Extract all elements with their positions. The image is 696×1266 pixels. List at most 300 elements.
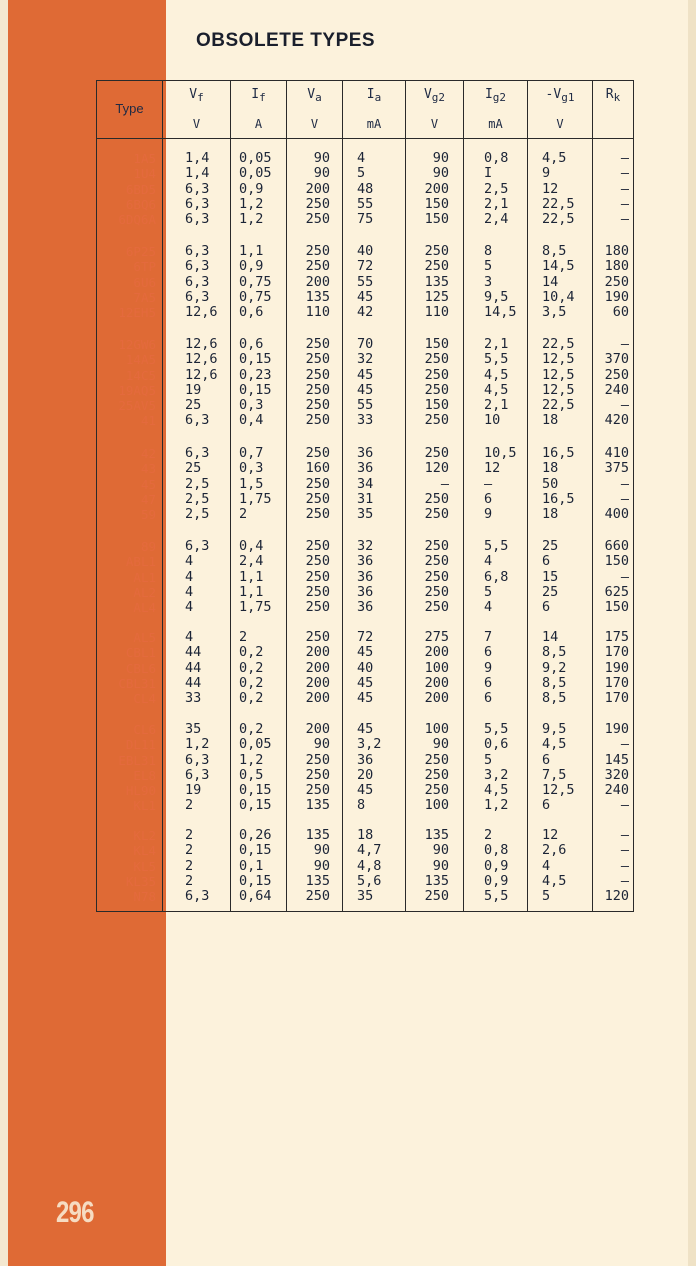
value-cell: 4,5 — [542, 736, 567, 753]
value-cell: 250 — [305, 366, 330, 383]
value-cell: 250 — [305, 583, 330, 600]
value-cell: 1,1 — [239, 568, 264, 585]
value-cell: 2,1 — [484, 336, 509, 352]
value-cell: 0,3 — [239, 397, 264, 414]
value-cell: 250 — [604, 366, 629, 383]
row-group — [97, 151, 162, 227]
value-cell: 250 — [305, 445, 330, 461]
row-group — [464, 828, 527, 904]
value-cell: 90 — [313, 165, 330, 182]
value-cell: 18 — [542, 412, 559, 429]
value-cell: 200 — [305, 721, 330, 737]
value-cell: 6 — [542, 599, 551, 616]
value-cell: 1,75 — [239, 490, 272, 507]
value-cell: 2 — [239, 506, 248, 523]
row-group — [593, 630, 633, 706]
value-cell: 6 — [484, 690, 493, 707]
value-cell: 0,4 — [239, 538, 264, 554]
value-cell: – — [620, 797, 629, 814]
value-cell: 5 — [484, 751, 493, 768]
header-unit: mA — [366, 117, 382, 131]
value-cell: 190 — [604, 659, 629, 676]
value-cell: 12,5 — [542, 351, 575, 368]
value-cell: – — [620, 336, 629, 352]
value-cell: 3,5 — [542, 304, 567, 321]
row-group — [406, 337, 463, 429]
value-cell: 36 — [357, 751, 374, 768]
value-cell: 14 — [542, 273, 559, 290]
value-cell: 16,5 — [542, 445, 575, 461]
value-cell: – — [620, 568, 629, 585]
value-cell: 200 — [305, 674, 330, 691]
row-group — [231, 244, 286, 320]
value-cell: 10,5 — [484, 445, 517, 461]
value-cell: 55 — [357, 273, 374, 290]
value-cell: 250 — [305, 751, 330, 768]
value-cell: 45 — [357, 782, 374, 799]
value-cell: 370 — [604, 351, 629, 368]
value-cell: – — [620, 827, 629, 843]
row-group — [593, 337, 633, 429]
row-group — [406, 539, 463, 615]
value-cell: 14 — [542, 629, 559, 645]
value-cell: 120 — [604, 888, 629, 905]
value-cell: 55 — [357, 397, 374, 414]
value-cell: 4 — [484, 553, 493, 570]
row-group — [528, 151, 592, 227]
value-cell: 250 — [305, 766, 330, 783]
row-group — [593, 244, 633, 320]
row-group — [528, 630, 592, 706]
value-cell: 2,1 — [484, 397, 509, 414]
row-group — [528, 446, 592, 522]
tube-type-cell: CBL31 — [118, 675, 156, 691]
column-header-vg2 — [406, 81, 463, 139]
column-vf — [163, 81, 231, 911]
value-cell: 0,6 — [239, 336, 264, 352]
page-title: OBSOLETE TYPES — [196, 30, 376, 51]
row-group — [287, 244, 342, 320]
value-cell: – — [620, 842, 629, 859]
row-group — [163, 722, 230, 814]
value-cell: 150 — [424, 336, 449, 352]
value-cell: 45 — [357, 690, 374, 707]
value-cell: 120 — [424, 460, 449, 477]
value-cell: 410 — [604, 445, 629, 461]
row-group — [231, 828, 286, 904]
value-cell: 250 — [305, 782, 330, 799]
value-cell: 16,5 — [542, 490, 575, 507]
value-cell: 250 — [424, 412, 449, 429]
row-group — [406, 151, 463, 227]
value-cell: 0,15 — [239, 381, 272, 398]
tube-type-cell: 6TP — [133, 259, 156, 275]
value-cell: 200 — [305, 690, 330, 707]
value-cell: 275 — [424, 629, 449, 645]
value-cell: 5,5 — [484, 351, 509, 368]
page-number: 296 — [56, 1196, 94, 1229]
tube-type-cell: N78 — [133, 889, 156, 905]
value-cell: 135 — [305, 827, 330, 843]
column-ia — [343, 81, 406, 911]
column-header-if — [231, 81, 286, 139]
value-cell: 45 — [357, 381, 374, 398]
value-cell: 6,3 — [185, 445, 210, 461]
tube-type-cell: AL4 — [133, 600, 156, 616]
value-cell: – — [620, 490, 629, 507]
value-cell: 18 — [357, 827, 374, 843]
row-group — [287, 722, 342, 814]
column-header-rk — [593, 81, 633, 139]
tube-type-cell: 6BQ6 — [125, 196, 156, 212]
tube-type-cell: 1U4 — [133, 166, 156, 182]
value-cell: 110 — [305, 304, 330, 321]
value-cell: 90 — [313, 736, 330, 753]
value-cell: 420 — [604, 412, 629, 429]
value-cell: 7,5 — [542, 766, 567, 783]
value-cell: 5 — [357, 165, 366, 182]
value-cell: 34 — [357, 475, 374, 492]
value-cell: 200 — [424, 644, 449, 661]
value-cell: 10 — [484, 412, 501, 429]
value-cell: 2 — [185, 872, 194, 889]
tube-type-cell: AL1 — [133, 569, 156, 585]
value-cell: 0,9 — [239, 258, 264, 275]
header-unit: mA — [488, 117, 503, 131]
value-cell: 1,1 — [239, 583, 264, 600]
value-cell: 7 — [484, 629, 493, 645]
row-group — [343, 630, 405, 706]
value-cell: 0,5 — [239, 766, 264, 783]
row-group — [528, 539, 592, 615]
tube-type-cell: AL5 — [133, 630, 156, 645]
value-cell: 35 — [357, 888, 374, 905]
row-group — [528, 722, 592, 814]
value-cell: 6,3 — [185, 412, 210, 429]
row-group — [464, 722, 527, 814]
value-cell: – — [620, 211, 629, 228]
value-cell: 32 — [357, 538, 374, 554]
value-cell: 4 — [484, 599, 493, 616]
value-cell: 2,5 — [185, 475, 210, 492]
header-label: Type — [115, 101, 144, 116]
value-cell: 375 — [604, 460, 629, 477]
row-group — [406, 722, 463, 814]
value-cell: 625 — [604, 583, 629, 600]
row-group — [528, 244, 592, 320]
value-cell: 35 — [357, 506, 374, 523]
value-cell: 48 — [357, 180, 374, 197]
value-cell: 0,23 — [239, 366, 272, 383]
row-group — [464, 151, 527, 227]
column-header-ia — [343, 81, 405, 139]
row-group — [343, 337, 405, 429]
value-cell: 250 — [424, 766, 449, 783]
value-cell: 250 — [305, 195, 330, 212]
value-cell: 2,4 — [239, 553, 264, 570]
row-group — [406, 244, 463, 320]
value-cell: 4 — [185, 583, 194, 600]
column-ig2 — [464, 81, 528, 911]
value-cell: 0,26 — [239, 827, 272, 843]
value-cell: 0,05 — [239, 736, 272, 753]
value-cell: 4,5 — [542, 150, 567, 166]
column-va — [287, 81, 343, 911]
value-cell: 90 — [432, 165, 449, 182]
value-cell: – — [620, 736, 629, 753]
value-cell: 250 — [424, 381, 449, 398]
value-cell: 250 — [305, 568, 330, 585]
row-group — [163, 828, 230, 904]
value-cell: 9 — [484, 659, 493, 676]
value-cell: 9 — [542, 165, 551, 182]
value-cell: 170 — [604, 644, 629, 661]
column-vg1 — [528, 81, 593, 911]
value-cell: 0,6 — [484, 736, 509, 753]
value-cell: 4 — [185, 599, 194, 616]
value-cell: 8,5 — [542, 690, 567, 707]
value-cell: 250 — [305, 475, 330, 492]
value-cell: 5 — [484, 258, 493, 275]
header-symbol: $R_k$ — [605, 87, 621, 104]
value-cell: 5,5 — [484, 538, 509, 554]
value-cell: 135 — [424, 872, 449, 889]
row-group — [406, 828, 463, 904]
value-cell: 4 — [357, 150, 366, 166]
header-symbol: $V_{g2}$ — [423, 87, 446, 104]
value-cell: 36 — [357, 583, 374, 600]
value-cell: 1,2 — [239, 211, 264, 228]
value-cell: 170 — [604, 674, 629, 691]
value-cell: 45 — [357, 366, 374, 383]
tube-type-cell: KL4 — [133, 843, 156, 859]
value-cell: 12 — [542, 180, 559, 197]
header-symbol: $I_{g2}$ — [484, 87, 507, 104]
tube-type-cell: 45 — [140, 476, 156, 492]
value-cell: 9,5 — [484, 288, 509, 305]
value-cell: 4 — [185, 629, 194, 645]
tube-type-cell: 12GW6 — [118, 337, 156, 352]
value-cell: 45 — [357, 644, 374, 661]
value-cell: 45 — [357, 288, 374, 305]
value-cell: 250 — [305, 258, 330, 275]
value-cell: 145 — [604, 751, 629, 768]
tube-type-cell: HL90 — [125, 783, 156, 799]
row-group — [593, 828, 633, 904]
tube-type-cell: CBL1 — [125, 645, 156, 661]
value-cell: 0,6 — [239, 304, 264, 321]
row-group — [231, 539, 286, 615]
value-cell: 100 — [424, 659, 449, 676]
value-cell: 250 — [305, 412, 330, 429]
value-cell: 250 — [424, 351, 449, 368]
value-cell: 19 — [185, 782, 202, 799]
value-cell: 15 — [542, 568, 559, 585]
value-cell: 6 — [542, 797, 551, 814]
row-group — [231, 446, 286, 522]
value-cell: 90 — [432, 736, 449, 753]
value-cell: 135 — [305, 872, 330, 889]
value-cell: 250 — [424, 506, 449, 523]
value-cell: 0,2 — [239, 690, 264, 707]
tube-type-cell: 47 — [140, 491, 156, 507]
value-cell: 160 — [305, 460, 330, 477]
value-cell: 12,6 — [185, 304, 218, 321]
row-group — [163, 630, 230, 706]
tube-type-cell: 25AV5 — [118, 398, 156, 414]
value-cell: 660 — [604, 538, 629, 554]
value-cell: 2 — [484, 827, 493, 843]
value-cell: 55 — [357, 195, 374, 212]
value-cell: 250 — [305, 538, 330, 554]
value-cell: 6,3 — [185, 888, 210, 905]
value-cell: 6,3 — [185, 211, 210, 228]
value-cell: 3,2 — [357, 736, 382, 753]
row-group — [287, 151, 342, 227]
value-cell: 125 — [424, 288, 449, 305]
value-cell: 2 — [185, 797, 194, 814]
value-cell: 90 — [432, 842, 449, 859]
row-group — [163, 337, 230, 429]
row-group — [231, 630, 286, 706]
value-cell: 22,5 — [542, 336, 575, 352]
tube-type-cell: EL8 — [133, 767, 156, 783]
value-cell: 1,1 — [239, 243, 264, 259]
value-cell: – — [620, 857, 629, 874]
row-group — [464, 446, 527, 522]
value-cell: 250 — [305, 553, 330, 570]
value-cell: 9,5 — [542, 721, 567, 737]
row-group — [231, 151, 286, 227]
value-cell: – — [620, 195, 629, 212]
value-cell: 2,5 — [185, 490, 210, 507]
value-cell: 22,5 — [542, 195, 575, 212]
value-cell: 42 — [357, 304, 374, 321]
value-cell: 250 — [424, 568, 449, 585]
row-group — [97, 828, 162, 904]
row-group — [593, 722, 633, 814]
value-cell: 180 — [604, 258, 629, 275]
value-cell: 90 — [313, 150, 330, 166]
row-group — [287, 446, 342, 522]
row-group — [163, 151, 230, 227]
header-symbol: $V_f$ — [189, 87, 204, 104]
value-cell: – — [440, 475, 449, 492]
row-group — [464, 539, 527, 615]
tube-type-cell: CL6 — [133, 722, 156, 737]
value-cell: 0,15 — [239, 872, 272, 889]
header-unit: V — [192, 117, 201, 131]
header-symbol: $V_a$ — [307, 87, 322, 104]
tube-type-cell: 42 — [140, 446, 156, 461]
value-cell: 6,3 — [185, 258, 210, 275]
row-group — [231, 722, 286, 814]
value-cell: 6,3 — [185, 180, 210, 197]
value-cell: 2,4 — [484, 211, 509, 228]
value-cell: 12 — [484, 460, 501, 477]
value-cell: 250 — [424, 553, 449, 570]
row-group — [343, 539, 405, 615]
value-cell: 0,15 — [239, 351, 272, 368]
value-cell: 2,6 — [542, 842, 567, 859]
value-cell: 5 — [484, 583, 493, 600]
header-unit: A — [254, 117, 263, 131]
value-cell: 1,5 — [239, 475, 264, 492]
value-cell: 0,05 — [239, 150, 272, 166]
value-cell: 250 — [305, 336, 330, 352]
value-cell: 45 — [357, 674, 374, 691]
header-unit: V — [430, 117, 439, 131]
value-cell: 150 — [604, 599, 629, 616]
value-cell: 5 — [542, 888, 551, 905]
value-cell: 22,5 — [542, 211, 575, 228]
value-cell: – — [620, 165, 629, 182]
column-header-type — [97, 81, 162, 139]
row-group — [97, 539, 162, 615]
value-cell: 3 — [484, 273, 493, 290]
tube-type-cell: 59 — [140, 507, 156, 523]
value-cell: 135 — [305, 797, 330, 814]
value-cell: 5,5 — [484, 721, 509, 737]
value-cell: 9,2 — [542, 659, 567, 676]
value-cell: – — [620, 397, 629, 414]
value-cell: 33 — [357, 412, 374, 429]
column-rk — [593, 81, 633, 911]
value-cell: 40 — [357, 659, 374, 676]
column-header-va — [287, 81, 342, 139]
value-cell: 200 — [424, 690, 449, 707]
tube-type-cell: CL4 — [133, 691, 156, 707]
value-cell: 44 — [185, 674, 202, 691]
value-cell: 2,5 — [185, 506, 210, 523]
value-cell: 200 — [305, 180, 330, 197]
value-cell: 10,4 — [542, 288, 575, 305]
value-cell: 36 — [357, 460, 374, 477]
value-cell: 8,5 — [542, 674, 567, 691]
value-cell: – — [484, 475, 493, 492]
value-cell: – — [620, 475, 629, 492]
value-cell: 4 — [185, 568, 194, 585]
value-cell: 45 — [357, 721, 374, 737]
value-cell: 8,5 — [542, 644, 567, 661]
value-cell: 75 — [357, 211, 374, 228]
value-cell: 250 — [305, 351, 330, 368]
value-cell: 320 — [604, 766, 629, 783]
value-cell: 8 — [357, 797, 366, 814]
column-type — [97, 81, 163, 911]
value-cell: 36 — [357, 599, 374, 616]
value-cell: 1,75 — [239, 599, 272, 616]
value-cell: 2 — [185, 857, 194, 874]
tube-type-cell: KL1 — [133, 798, 156, 814]
value-cell: – — [620, 872, 629, 889]
value-cell: 0,8 — [484, 150, 509, 166]
row-group — [528, 828, 592, 904]
value-cell: 1,4 — [185, 165, 210, 182]
value-cell: 12,5 — [542, 381, 575, 398]
value-cell: 0,8 — [484, 842, 509, 859]
value-cell: 0,15 — [239, 782, 272, 799]
value-cell: 0,05 — [239, 165, 272, 182]
tube-type-cell: CBL6 — [125, 660, 156, 676]
value-cell: 150 — [604, 553, 629, 570]
value-cell: 0,2 — [239, 674, 264, 691]
row-group — [406, 630, 463, 706]
tube-type-cell: 41 — [140, 413, 156, 429]
value-cell: 0,2 — [239, 644, 264, 661]
tube-type-cell: AL2 — [133, 584, 156, 600]
tube-type-cell: 6BD5 — [125, 181, 156, 197]
